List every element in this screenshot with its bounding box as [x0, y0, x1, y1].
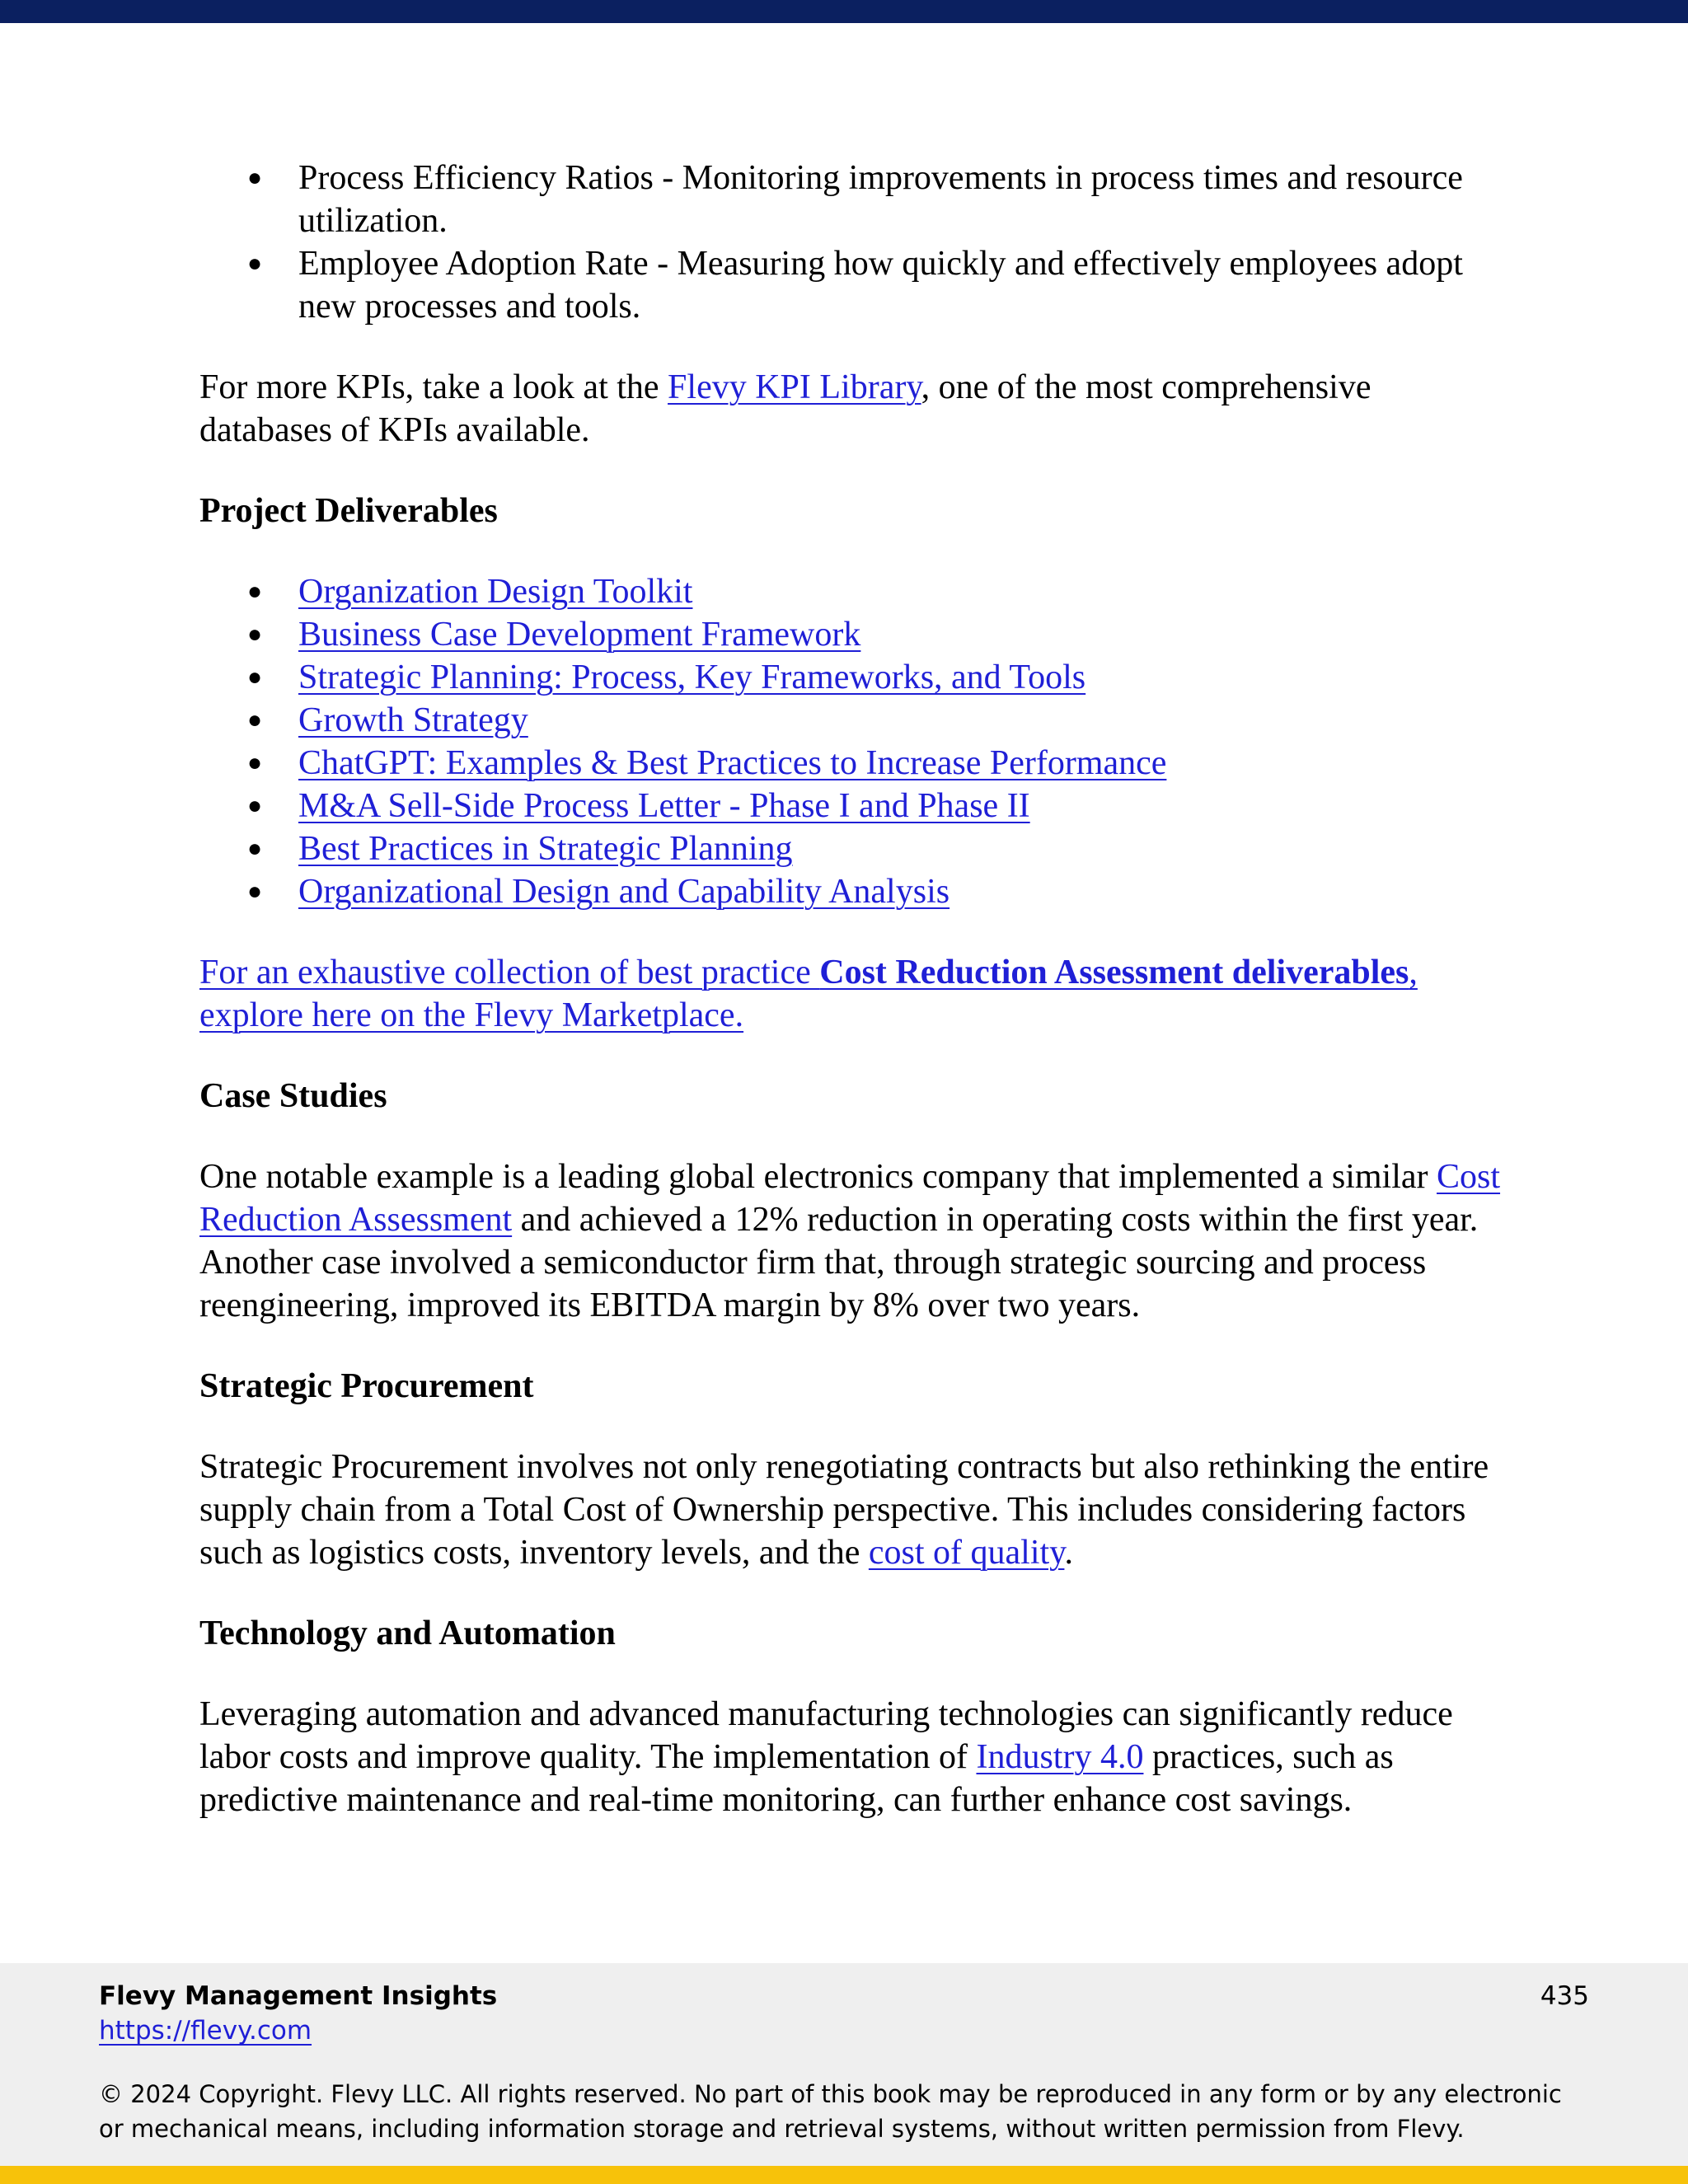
list-item: [247, 742, 1502, 785]
paragraph-text: One notable example is a leading global electronics company that implemented a similar: [199, 1158, 1437, 1196]
list-item: [247, 785, 1502, 827]
cost-of-quality-link[interactable]: cost of quality: [868, 1534, 1065, 1572]
deliverable-link[interactable]: Organization Design Toolkit: [298, 573, 693, 611]
page-content: [199, 157, 1502, 1821]
section-heading-case-studies: Case Studies: [199, 1077, 387, 1115]
deliverable-link[interactable]: Strategic Planning: Process, Key Frameworks, and Tools: [298, 658, 1086, 696]
procurement-paragraph: [199, 1446, 1502, 1574]
page-footer: [0, 1963, 1688, 2166]
bullet-icon: ●: [247, 878, 263, 905]
list-item-text: Employee Adoption Rate - Measuring how quickly and effectively employees adopt new processes and tools.: [298, 245, 1463, 326]
list-item: [247, 157, 1502, 242]
bullet-icon: ●: [247, 663, 263, 691]
deliverable-link[interactable]: Business Case Development Framework: [298, 616, 861, 654]
footer-url-link[interactable]: https://flevy.com: [99, 2016, 312, 2046]
bullet-icon: ●: [247, 250, 263, 277]
deliverable-link[interactable]: Growth Strategy: [298, 701, 528, 739]
list-item: [247, 827, 1502, 870]
paragraph-text: , one of the most comprehensive databases of KPIs available.: [199, 368, 1372, 449]
marketplace-cta: [199, 951, 1502, 1037]
bullet-icon: ●: [247, 164, 263, 191]
list-item: [247, 570, 1502, 613]
bottom-accent-bar: [0, 2166, 1688, 2184]
case-studies-paragraph: [199, 1155, 1502, 1327]
list-item: [247, 656, 1502, 699]
deliverable-link[interactable]: ChatGPT: Examples & Best Practices to Increase Performance: [298, 744, 1167, 782]
deliverable-link[interactable]: Organizational Design and Capability Analysis: [298, 873, 950, 911]
copyright-notice: © 2024 Copyright. Flevy LLC. All rights reserved. No part of this book may be reproduced in any form or by any electronic or mechanical means, including information storage and retrieval systems, without written permission from Flevy.: [99, 2080, 1562, 2143]
deliverables-list: [199, 570, 1502, 913]
top-accent-bar: [0, 0, 1688, 23]
industry-4-link[interactable]: Industry 4.0: [976, 1738, 1144, 1776]
list-item: [247, 699, 1502, 742]
technology-paragraph: [199, 1693, 1502, 1821]
bullet-icon: ●: [247, 749, 263, 776]
bullet-icon: ●: [247, 835, 263, 862]
bullet-icon: ●: [247, 792, 263, 819]
cta-text: For an exhaustive collection of best practice: [199, 954, 820, 991]
section-heading-procurement: Strategic Procurement: [199, 1367, 534, 1405]
kpi-library-link[interactable]: Flevy KPI Library: [668, 368, 921, 406]
list-item: [247, 613, 1502, 656]
cta-text: , explore here on the Flevy Marketplace.: [199, 954, 1418, 1034]
deliverable-link[interactable]: Best Practices in Strategic Planning: [298, 830, 793, 868]
kpi-list: [199, 157, 1502, 328]
kpi-library-paragraph: [199, 366, 1502, 452]
paragraph-text: Strategic Procurement involves not only renegotiating contracts but also rethinking the entire supply chain from a Total Cost of Ownership perspective. This includes considering factors such as logistics costs, inventory levels, and the: [199, 1448, 1489, 1572]
footer-title: Flevy Management Insights: [99, 1981, 498, 2011]
paragraph-text: .: [1064, 1534, 1073, 1572]
marketplace-link[interactable]: [199, 954, 1418, 1034]
cost-reduction-assessment-link[interactable]: Cost Reduction Assessment: [199, 1158, 1501, 1239]
section-heading-deliverables: Project Deliverables: [199, 492, 498, 530]
paragraph-text: practices, such as predictive maintenance and real-time monitoring, can further enhance cost savings.: [199, 1738, 1394, 1819]
bullet-icon: ●: [247, 621, 263, 648]
paragraph-text: Leveraging automation and advanced manufacturing technologies can significantly reduce labor costs and improve quality. The implementation of: [199, 1695, 1453, 1776]
bullet-icon: ●: [247, 706, 263, 733]
paragraph-text: For more KPIs, take a look at the: [199, 368, 668, 406]
deliverable-link[interactable]: M&A Sell-Side Process Letter - Phase I and Phase II: [298, 787, 1030, 825]
paragraph-text: and achieved a 12% reduction in operating costs within the first year. Another case involved a semiconductor firm that, through strategic sourcing and process reengineering, improved its EBITDA margin by 8% over two years.: [199, 1201, 1479, 1324]
list-item-text: Process Efficiency Ratios - Monitoring improvements in process times and resource utilization.: [298, 159, 1463, 240]
list-item: [247, 870, 1502, 913]
bullet-icon: ●: [247, 578, 263, 605]
section-heading-technology: Technology and Automation: [199, 1615, 616, 1652]
list-item: [247, 242, 1502, 328]
page-number: 435: [1540, 1981, 1589, 2011]
cta-bold-text: Cost Reduction Assessment deliverables: [819, 954, 1409, 991]
